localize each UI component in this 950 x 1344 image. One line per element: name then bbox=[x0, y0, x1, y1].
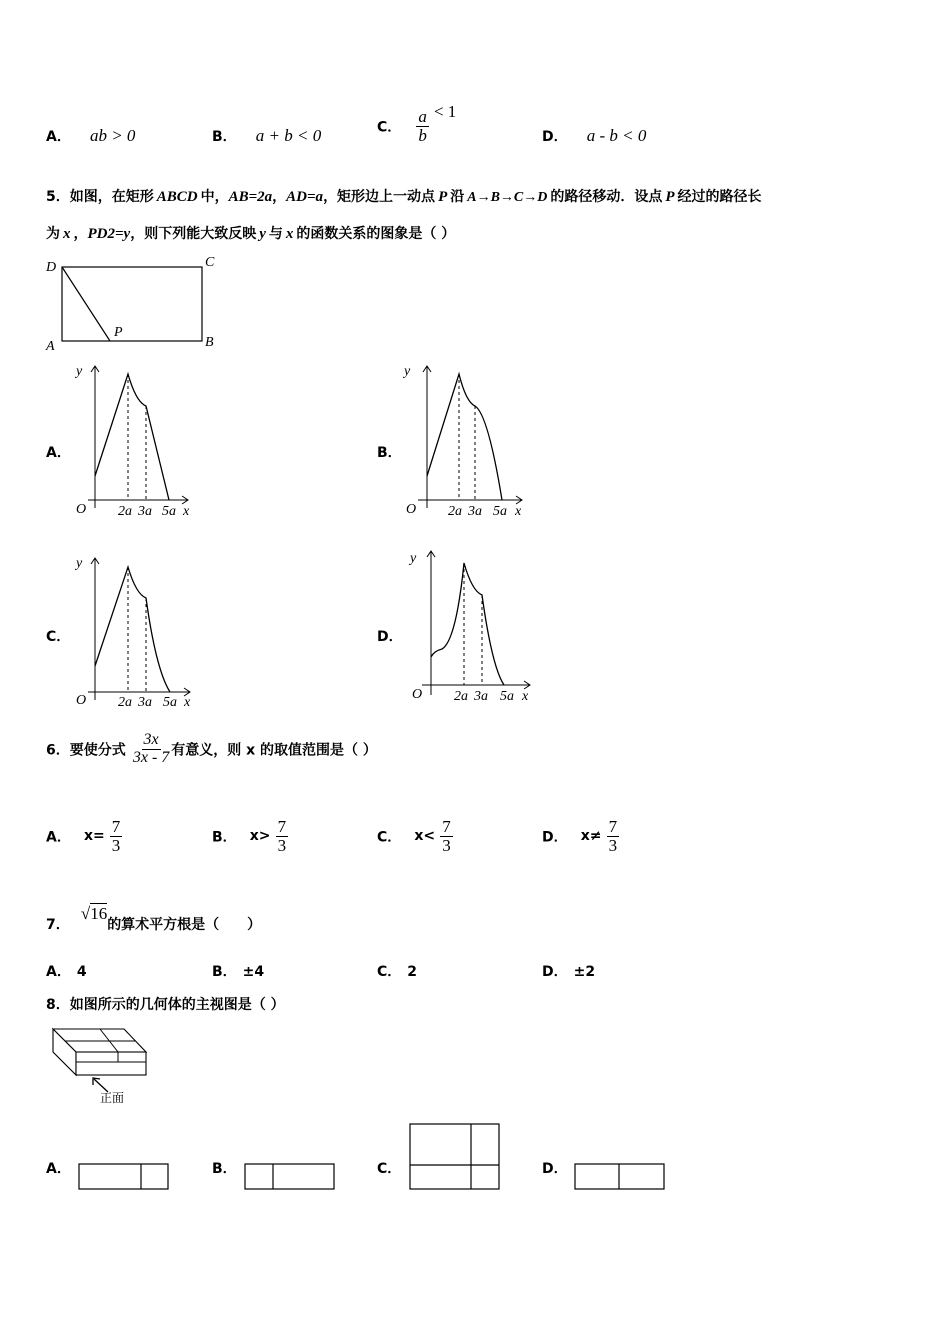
tick-label-5a: 5a bbox=[163, 695, 177, 710]
q7-option-b[interactable] bbox=[212, 961, 264, 981]
rectangle-abcd bbox=[62, 267, 202, 341]
option-label: A． bbox=[46, 129, 71, 145]
q5-graph-a[interactable] bbox=[70, 358, 200, 520]
fraction-denominator: 3x - 7 bbox=[132, 748, 170, 766]
q5-stem-line2 bbox=[46, 223, 455, 243]
label-p: P bbox=[114, 325, 123, 340]
label-d: D bbox=[46, 260, 57, 275]
segment-pd bbox=[62, 267, 110, 341]
option-label: D． bbox=[542, 829, 568, 846]
tick-label-3a: 3a bbox=[468, 504, 482, 519]
option-label: B． bbox=[212, 964, 237, 980]
stem-text: 中， bbox=[200, 189, 229, 205]
option-fraction bbox=[607, 818, 620, 855]
stem-math: x bbox=[63, 226, 71, 242]
stem-text: 要使分式 bbox=[69, 742, 126, 759]
option-label: D． bbox=[542, 129, 568, 145]
tick-label-3a: 3a bbox=[474, 689, 488, 704]
option-label: C． bbox=[377, 964, 402, 980]
outer-rect bbox=[410, 1124, 499, 1189]
stem-math: y bbox=[259, 226, 266, 242]
option-label: D． bbox=[542, 964, 568, 980]
option-label: B． bbox=[212, 829, 237, 846]
q8-solid-figure bbox=[46, 1022, 156, 1108]
q7-option-d[interactable] bbox=[542, 961, 595, 981]
option-relation: x< bbox=[414, 828, 436, 845]
axis-label-y: y bbox=[410, 551, 417, 566]
outer-rect bbox=[245, 1164, 334, 1189]
tick-label-5a: 5a bbox=[500, 689, 514, 704]
stem-text: ， bbox=[272, 189, 287, 205]
tick-label-2a: 2a bbox=[454, 689, 468, 704]
option-label: A． bbox=[46, 829, 71, 846]
option-label: C． bbox=[377, 829, 402, 846]
q5-stem-line1 bbox=[46, 186, 762, 206]
option-fraction bbox=[276, 818, 289, 855]
sqrt-sign-icon: √ bbox=[80, 904, 91, 923]
stem-math: P bbox=[665, 189, 675, 205]
axis-label-y: y bbox=[76, 364, 83, 379]
option-fraction bbox=[110, 818, 123, 855]
tick-label-5a: 5a bbox=[493, 504, 507, 519]
q5-graph-b[interactable] bbox=[400, 358, 530, 520]
fraction-denominator: 3 bbox=[277, 835, 287, 855]
origin-label: O bbox=[76, 693, 87, 708]
q8-option-b-view[interactable] bbox=[243, 1162, 337, 1192]
origin-label: O bbox=[76, 502, 87, 517]
stem-math: x bbox=[285, 226, 294, 242]
q4-option-c[interactable] bbox=[377, 102, 456, 145]
option-value: 4 bbox=[76, 964, 87, 980]
q6-option-d[interactable] bbox=[542, 818, 619, 855]
option-label: C． bbox=[377, 119, 402, 136]
stem-text: 与 bbox=[268, 226, 283, 242]
fraction-numerator: 7 bbox=[442, 817, 451, 836]
question-number: 6． bbox=[46, 742, 70, 759]
stem-text: 的算术平方根是（ ） bbox=[107, 917, 262, 933]
axis-label-x: x bbox=[522, 689, 529, 704]
axis-label-x: x bbox=[183, 504, 190, 519]
fraction-numerator: 7 bbox=[277, 817, 287, 836]
q6-stem bbox=[46, 732, 377, 767]
option-label: A． bbox=[46, 964, 71, 980]
stem-text: 如图，在矩形 bbox=[69, 189, 154, 205]
sqrt-radicand: 16 bbox=[90, 904, 108, 923]
q8-option-a-view[interactable] bbox=[77, 1162, 171, 1192]
fraction-numerator: 7 bbox=[111, 817, 121, 836]
fraction-denominator: b bbox=[418, 126, 427, 145]
stem-math: AB=2a bbox=[228, 189, 273, 205]
option-expression: ab > 0 bbox=[89, 126, 136, 145]
q7-stem bbox=[46, 904, 261, 934]
option-expression: a - b < 0 bbox=[586, 126, 647, 145]
question-number: 8． bbox=[46, 997, 70, 1013]
q5-option-b-label[interactable]: B． bbox=[377, 445, 402, 461]
q8-option-a-label[interactable]: A． bbox=[46, 1161, 71, 1177]
origin-label: O bbox=[406, 502, 417, 517]
fraction-numerator: 7 bbox=[608, 817, 618, 836]
tick-label-3a: 3a bbox=[138, 695, 152, 710]
q5-option-c-label[interactable]: C． bbox=[46, 629, 71, 645]
sqrt-expression bbox=[81, 904, 107, 924]
option-expression: a + b < 0 bbox=[255, 126, 322, 145]
stem-text: ， bbox=[73, 226, 88, 242]
q8-option-d-label[interactable]: D． bbox=[542, 1161, 568, 1177]
axis-label-x: x bbox=[184, 695, 191, 710]
tick-label-2a: 2a bbox=[118, 695, 132, 710]
axis-label-y: y bbox=[76, 556, 83, 571]
fraction-denominator: 3 bbox=[111, 835, 121, 855]
outer-rect bbox=[79, 1164, 168, 1189]
q5-rectangle-figure bbox=[40, 252, 230, 354]
curve bbox=[95, 374, 169, 500]
q4-option-a[interactable] bbox=[46, 126, 135, 146]
option-relation: x> bbox=[249, 828, 271, 845]
axis-label-y: y bbox=[404, 364, 411, 379]
q8-stem bbox=[46, 994, 285, 1014]
stem-math: ABCD bbox=[156, 189, 198, 205]
option-relation: x= bbox=[83, 828, 105, 845]
curve bbox=[95, 567, 170, 692]
option-label: B． bbox=[212, 129, 237, 145]
option-relation: x≠ bbox=[580, 828, 602, 845]
front-face bbox=[76, 1052, 146, 1075]
stem-text: 为 bbox=[46, 226, 60, 242]
fraction-denominator: 3 bbox=[442, 835, 451, 855]
stem-text: 如图所示的几何体的主视图是（ ） bbox=[69, 997, 285, 1013]
front-label: 正面 bbox=[100, 1091, 125, 1105]
tick-label-5a: 5a bbox=[162, 504, 176, 519]
q4-option-b[interactable] bbox=[212, 126, 321, 146]
curve bbox=[431, 563, 504, 685]
option-fraction bbox=[416, 108, 429, 145]
q5-graph-c[interactable] bbox=[70, 550, 200, 712]
q8-option-b-label[interactable]: B． bbox=[212, 1161, 237, 1177]
q7-option-a[interactable] bbox=[46, 961, 87, 981]
q8-option-c-view[interactable] bbox=[408, 1122, 502, 1192]
q5-option-d-label[interactable]: D． bbox=[377, 629, 403, 645]
axis-label-x: x bbox=[515, 504, 522, 519]
stem-text: 的函数关系的图象是（ ） bbox=[296, 226, 456, 242]
option-value: 2 bbox=[407, 964, 418, 980]
fraction-denominator: 3 bbox=[608, 835, 618, 855]
tick-label-2a: 2a bbox=[448, 504, 462, 519]
origin-label: O bbox=[412, 687, 423, 702]
stem-text: ，矩形边上一动点 bbox=[323, 189, 436, 205]
q5-option-a-label[interactable]: A． bbox=[46, 445, 71, 461]
label-a: A bbox=[46, 339, 55, 354]
stem-math: AD=a bbox=[286, 189, 324, 205]
question-number: 5． bbox=[46, 189, 70, 205]
label-b: B bbox=[205, 335, 214, 350]
q7-option-c[interactable] bbox=[377, 961, 417, 981]
stem-math: PD2=y bbox=[87, 226, 131, 242]
q6-option-b[interactable] bbox=[212, 818, 288, 855]
q5-graph-d[interactable] bbox=[404, 545, 539, 707]
tick-label-3a: 3a bbox=[138, 504, 152, 519]
q6-option-c[interactable] bbox=[377, 818, 453, 855]
stem-math: A→B→C→D bbox=[467, 190, 548, 205]
tick-label-2a: 2a bbox=[118, 504, 132, 519]
fraction-numerator: a bbox=[418, 107, 427, 127]
stem-text: 经过的路径长 bbox=[677, 189, 762, 205]
option-value: ±4 bbox=[242, 964, 265, 980]
stem-text: ，则下列能大致反映 bbox=[130, 226, 257, 242]
q8-option-c-label[interactable]: C． bbox=[377, 1161, 402, 1177]
option-value: ±2 bbox=[573, 964, 596, 980]
fraction-numerator: 3x bbox=[143, 731, 159, 748]
q6-option-a[interactable] bbox=[46, 818, 122, 855]
stem-text: 沿 bbox=[450, 189, 465, 205]
curve bbox=[427, 374, 502, 500]
stem-fraction bbox=[131, 732, 171, 767]
option-fraction bbox=[440, 818, 453, 855]
stem-text: 有意义，则 x 的取值范围是（ ） bbox=[171, 742, 377, 759]
label-c: C bbox=[205, 255, 215, 270]
option-expression-tail: < 1 bbox=[433, 102, 457, 121]
stem-text: 的路径移动．设点 bbox=[550, 189, 663, 205]
question-number: 7． bbox=[46, 917, 70, 933]
stem-math: P bbox=[438, 189, 448, 205]
q4-option-d[interactable] bbox=[542, 126, 646, 146]
q8-option-d-view[interactable] bbox=[573, 1162, 667, 1192]
